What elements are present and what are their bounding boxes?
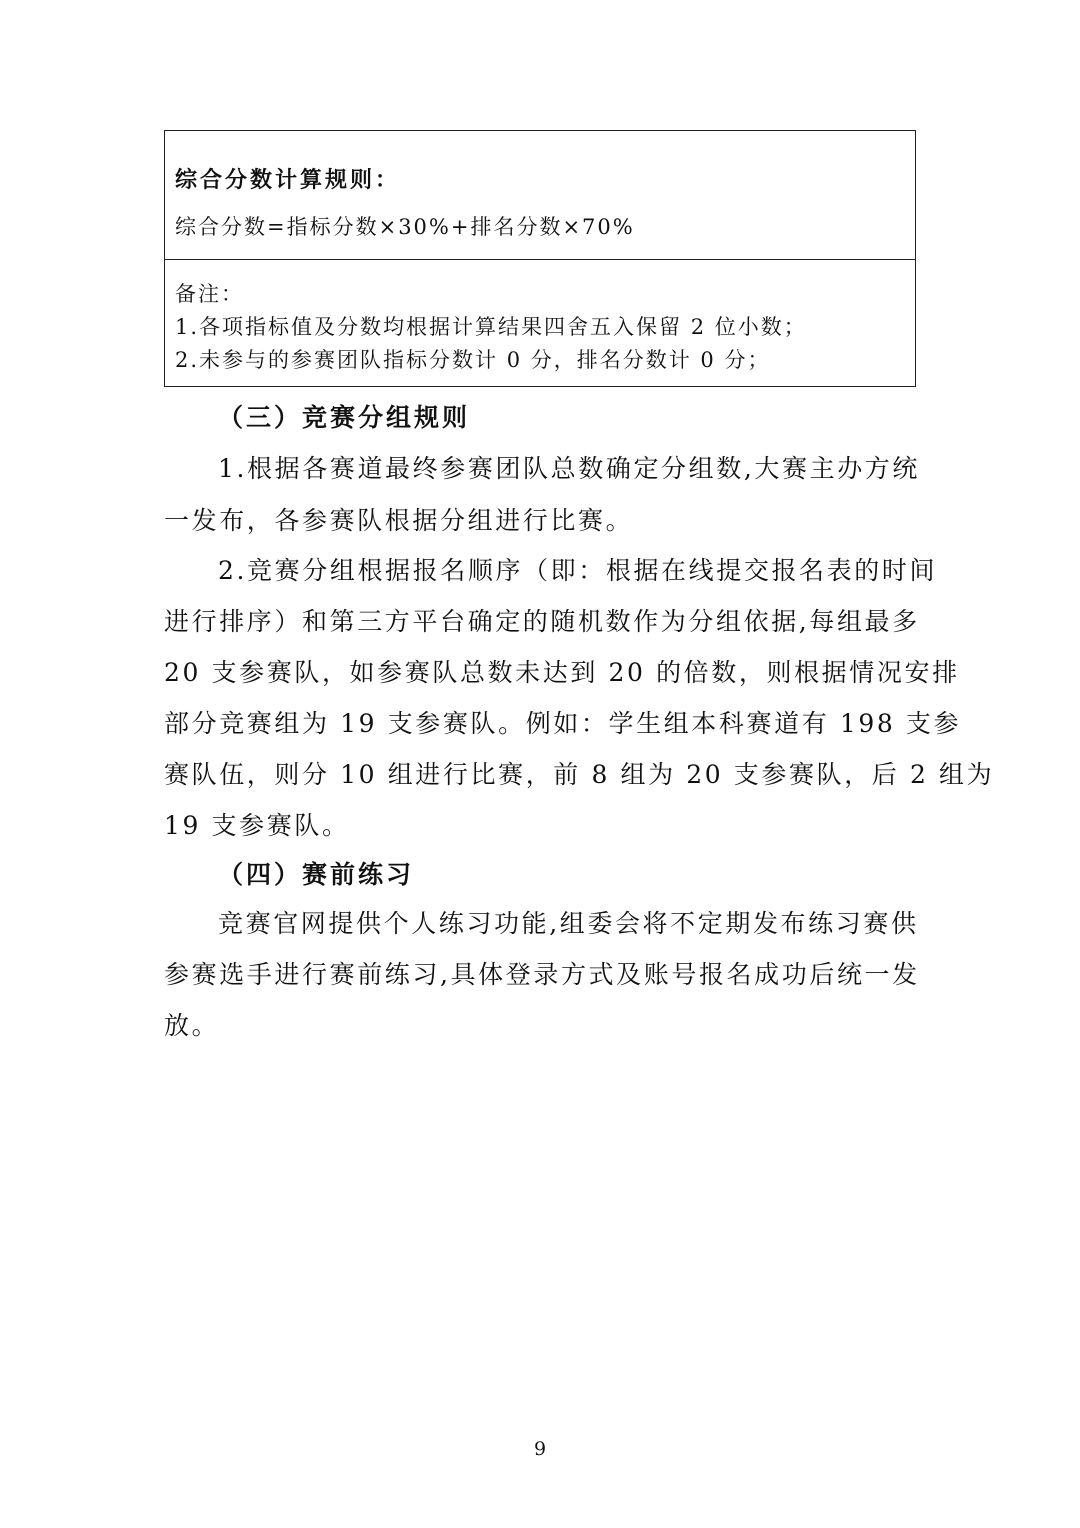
section-4-para-line: 放。	[164, 1011, 220, 1040]
note-item: 2.未参与的参赛团队指标分数计 0 分，排名分数计 0 分；	[175, 348, 771, 372]
section-3-para-2-line: 部分竞赛组为 19 支参赛队。例如：学生组本科赛道有 198 支参	[164, 709, 962, 738]
section-4-heading: （四）赛前练习	[218, 860, 415, 889]
section-3-para-2-line: 19 支参赛队。	[164, 811, 350, 840]
section-3-para-2-line: 2.竞赛分组根据报名顺序（即：根据在线提交报名表的时间	[218, 556, 938, 585]
section-3-para-2-line: 赛队伍，则分 10 组进行比赛，前 8 组为 20 支参赛队，后 2 组为	[164, 760, 995, 789]
score-rule-table	[164, 130, 916, 387]
section-3-para-1-line: 一发布，各参赛队根据分组进行比赛。	[164, 506, 634, 535]
note-item: 1.各项指标值及分数均根据计算结果四舍五入保留 2 位小数；	[175, 315, 807, 339]
section-4-para-line: 参赛选手进行赛前练习,具体登录方式及账号报名成功后统一发	[164, 960, 920, 989]
section-4-para-line: 竞赛官网提供个人练习功能,组委会将不定期发布练习赛供	[218, 909, 919, 938]
section-3-para-2-line: 20 支参赛队，如参赛队总数未达到 20 的倍数，则根据情况安排	[164, 658, 960, 687]
score-formula: 综合分数=指标分数×30%+排名分数×70%	[175, 215, 635, 239]
section-3-heading: （三）竞赛分组规则	[218, 403, 471, 432]
section-3-para-1-line: 1.根据各赛道最终参赛团队总数确定分组数,大赛主办方统	[218, 454, 921, 483]
page-number: 9	[533, 1438, 547, 1460]
score-rule-heading: 综合分数计算规则：	[175, 167, 401, 193]
notes-cell	[165, 260, 915, 386]
notes-label: 备注：	[175, 282, 244, 306]
score-rule-cell	[165, 131, 915, 260]
section-3-para-2-line: 进行排序）和第三方平台确定的随机数作为分组依据,每组最多	[164, 607, 920, 636]
